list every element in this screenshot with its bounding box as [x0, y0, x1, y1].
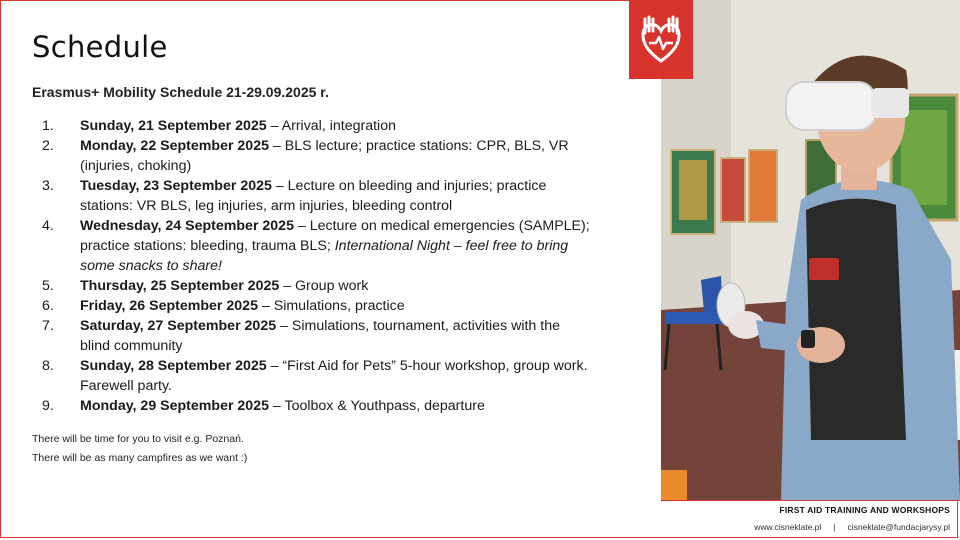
item-day: Friday, 26 September 2025 [80, 298, 258, 314]
schedule-item [32, 316, 592, 356]
item-text: – Arrival, integration [266, 118, 396, 134]
item-number: 3. [42, 178, 54, 194]
item-text: – Lecture on medical emergencies (SAMPLE); practice stations: bleeding, trauma BLS; [80, 218, 590, 254]
note-poznan: There will be time for you to visit e.g. Poznań. [32, 433, 244, 445]
vr-training-photo [661, 0, 960, 500]
organization-logo [629, 0, 693, 79]
item-text: – Lecture on bleeding and injuries; practice stations: VR BLS, leg injuries, arm injuries, bleeding control [80, 178, 547, 214]
footer-title: FIRST AID TRAINING AND WORKSHOPS [779, 505, 950, 515]
item-day: Sunday, 28 September 2025 [80, 358, 267, 374]
item-number: 2. [42, 138, 54, 154]
item-text: – Toolbox & Youthpass, departure [268, 398, 485, 414]
item-number: 7. [42, 318, 54, 334]
item-number: 5. [42, 278, 54, 294]
item-day: Thursday, 25 September 2025 [80, 278, 280, 294]
hands-heart-logo-icon [639, 15, 683, 65]
item-text: – Simulations, tournament, activities with the blind community [80, 318, 560, 354]
item-day: Monday, 29 September 2025 [80, 398, 269, 414]
item-day: Monday, 22 September 2025 [80, 138, 269, 154]
item-text: – “First Aid for Pets” 5-hour workshop, group work. Farewell party. [80, 358, 588, 394]
item-day: Sunday, 21 September 2025 [80, 118, 267, 134]
item-italic-text: International Night – feel free to bring some snacks to share! [80, 238, 569, 274]
schedule-item [32, 296, 592, 316]
footer-separator: | [833, 522, 836, 532]
schedule-subtitle: Erasmus+ Mobility Schedule 21-29.09.2025 r. [32, 84, 329, 100]
note-campfires: There will be as many campfires as we want :) [32, 452, 248, 464]
item-number: 1. [42, 118, 54, 134]
schedule-item [32, 216, 592, 276]
item-text: – BLS lecture; practice stations: CPR, BLS, VR (injuries, choking) [80, 138, 569, 174]
schedule-list [32, 116, 592, 416]
schedule-item [32, 136, 592, 176]
item-number: 6. [42, 298, 54, 314]
schedule-item [32, 356, 592, 396]
item-number: 8. [42, 358, 54, 374]
footer-divider [661, 500, 960, 501]
footer-links [754, 522, 950, 532]
item-number: 9. [42, 398, 54, 414]
schedule-item [32, 116, 592, 136]
person-with-vr-headset-illustration [661, 0, 960, 500]
item-day: Saturday, 27 September 2025 [80, 318, 277, 334]
item-day: Tuesday, 23 September 2025 [80, 178, 272, 194]
schedule-item [32, 396, 592, 416]
website-link[interactable]: www.cisneklate.pl [754, 522, 822, 532]
item-text: – Simulations, practice [257, 298, 405, 314]
schedule-item [32, 176, 592, 216]
item-day: Wednesday, 24 September 2025 [80, 218, 294, 234]
email-link[interactable]: cisneklate@fundacjarysy.pl [847, 522, 950, 532]
schedule-item [32, 276, 592, 296]
slide-title: Schedule [32, 30, 168, 64]
item-number: 4. [42, 218, 54, 234]
item-text: – Group work [279, 278, 369, 294]
